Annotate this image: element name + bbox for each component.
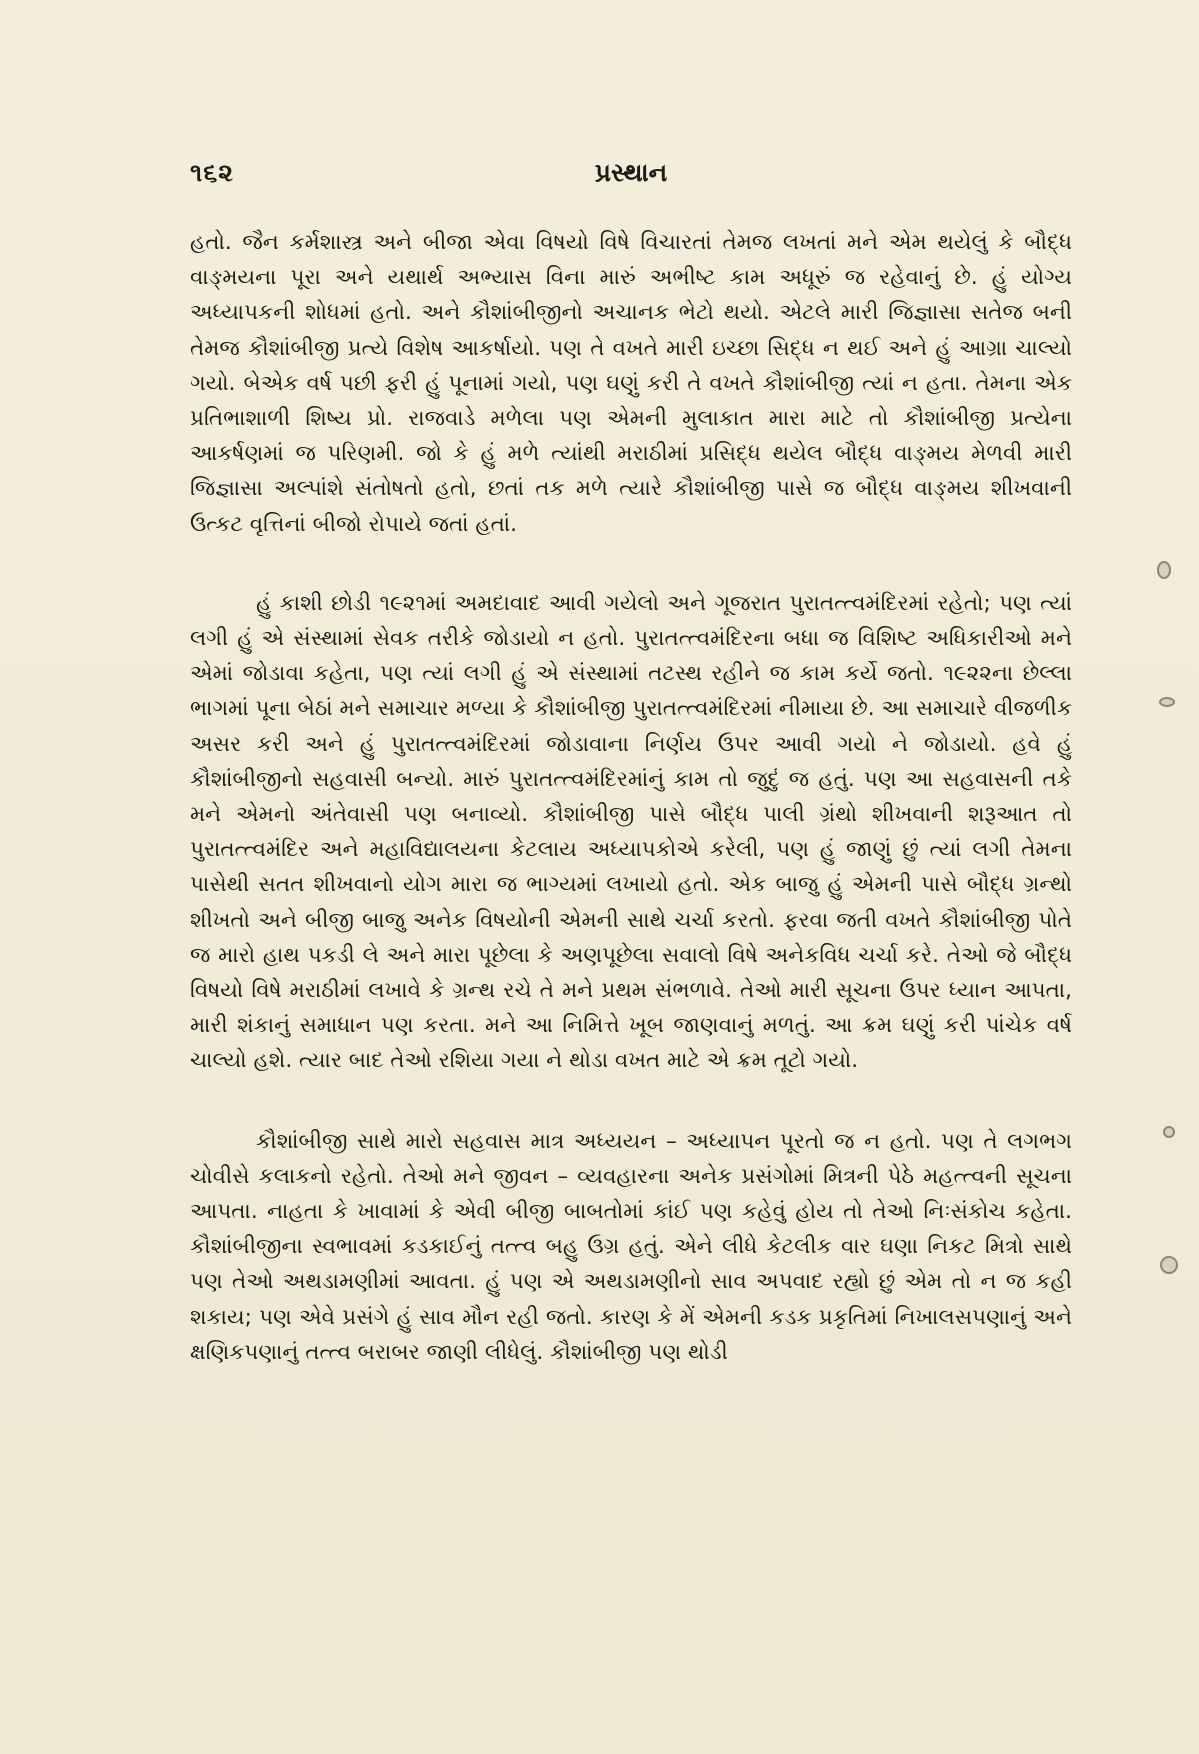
page-header — [190, 158, 1072, 198]
binding-hole — [1159, 697, 1175, 707]
body-text — [190, 225, 1072, 1370]
running-title: પ્રસ્થાન — [594, 158, 668, 187]
paragraph-gap — [190, 542, 1072, 586]
paragraph: હતો. જૈન કર્મશાસ્ત્ર અને બીજા એવા વિષયો વિષે વિચારતાં તેમજ લખતાં મને એમ થયેલું કે બૌદ્ધ વાઙ્મયના પૂરા અને યથાર્થ અભ્યાસ વિના મારું અભીષ્ટ કામ અધૂરું જ રહેવાનું છે. હું યોગ્ય અધ્યાપકની શોધમાં હતો. અને કૌશાંબીજીનો અચાનક ભેટો થયો. એટલે મારી જિજ્ઞાસા સતેજ બની તેમજ કૌશાંબીજી પ્રત્યે વિશેષ આકર્ષાયો. પણ તે વખતે મારી ઇચ્છા સિદ્ધ ન થઈ અને હું આગ્રા ચાલ્યો ગયો. બેએક વર્ષ પછી ફરી હું પૂનામાં ગયો, પણ ઘણું કરી તે વખતે કૌશાંબીજી ત્યાં ન હતા. તેમના એક પ્રતિભાશાળી શિષ્ય પ્રો. રાજવાડે મળેલા પણ એમની મુલાકાત મારા માટે તો કૌશાંબીજી પ્રત્યેના આકર્ષણમાં જ પરિણમી. જો કે હું મળે ત્યાંથી મરાઠીમાં પ્રસિદ્ધ થયેલ બૌદ્ધ વાઙ્મય મેળવી મારી જિજ્ઞાસા અલ્પાંશે સંતોષતો હતો, છતાં તક મળે ત્યારે કૌશાંબીજી પાસે જ બૌદ્ધ વાઙ્મય શીખવાની ઉત્કટ વૃત્તિનાં બીજો રોપાયે જતાં હતાં. — [190, 230, 1073, 537]
binding-hole — [1157, 561, 1171, 579]
binding-hole — [1163, 1126, 1175, 1138]
paragraph-gap — [190, 1079, 1072, 1124]
paragraph: હું કાશી છોડી ૧૯૨૧માં અમદાવાદ આવી ગયેલો અને ગૂજરાત પુરાતત્ત્વમંદિરમાં રહેતો; પણ ત્યાં લગી હું એ સંસ્થામાં સેવક તરીકે જોડાયો ન હતો. પુરાતત્ત્વમંદિરના બધા જ વિશિષ્ટ અધિકારીઓ મને એમાં જોડાવા કહેતા, પણ ત્યાં લગી હું એ સંસ્થામાં તટસ્થ રહીને જ કામ કર્યે જતો. ૧૯૨૨ના છેલ્લા ભાગમાં પૂના બેઠાં મને સમાચાર મળ્યા કે કૌશાંબીજી પુરાતત્ત્વમંદિરમાં નીમાયા છે. આ સમાચારે વીજળીક અસર કરી અને હું પુરાતત્ત્વમંદિરમાં જોડાવાના નિર્ણય ઉપર આવી ગયો ને જોડાયો. હવે હું કૌશાંબીજીનો સહવાસી બન્યો. મારું પુરાતત્ત્વમંદિરમાંનું કામ તો જુદું જ હતું. પણ આ સહવાસની તકે મને એમનો અંતેવાસી પણ બનાવ્યો. કૌશાંબીજી પાસે બૌદ્ધ પાલી ગ્રંથો શીખવાની શરૂઆત તો પુરાતત્ત્વમંદિર અને મહાવિદ્યાલયના કેટલાય અધ્યાપકોએ કરેલી, પણ હું જાણું છું ત્યાં લગી તેમના પાસેથી સતત શીખવાનો યોગ મારા જ ભાગ્યમાં લખાયો હતો. એક બાજુ હું એમની પાસે બૌદ્ધ ગ્રન્થો શીખતો અને બીજી બાજુ અનેક વિષયોની એમની સાથે ચર્ચા કરતો. ફરવા જતી વખતે કૌશાંબીજી પોતે જ મારો હાથ પકડી લે અને મારા પૂછેલા કે અણપૂછેલા સવાલો વિષે અનેકવિધ ચર્ચા કરે. તેઓ જે બૌદ્ધ વિષયો વિષે મરાઠીમાં લખાવે કે ગ્રન્થ રચે તે મને પ્રથમ સંભળાવે. તેઓ મારી સૂચના ઉપર ધ્યાન આપતા, મારી શંકાનું સમાધાન પણ કરતા. મને આ નિમિત્તે ખૂબ જાણવાનું મળતું. આ ક્રમ ઘણું કરી પાંચેક વર્ષ ચાલ્યો હશે. ત્યાર બાદ તેઓ રશિયા ગયા ને થોડા વખત માટે એ ક્રમ તૂટો ગયો. — [190, 590, 1072, 1074]
binding-hole — [1160, 1256, 1178, 1274]
paragraph: કૌશાંબીજી સાથે મારો સહવાસ માત્ર અધ્યયન – અધ્યાપન પૂરતો જ ન હતો. પણ તે લગભગ ચોવીસે કલાકનો રહેતો. તેઓ મને જીવન – વ્યવહારના અનેક પ્રસંગોમાં મિત્રની પેઠે મહત્ત્વની સૂચના આપતા. નાહતા કે ખાવામાં કે એવી બીજી બાબતોમાં કાંઈ પણ કહેવું હોય તો તેઓ નિઃસંકોચ કહેતા. કૌશાંબીજીના સ્વભાવમાં કડકાઈનું તત્ત્વ બહુ ઉગ્ર હતું. એને લીધે કેટલીક વાર ઘણા નિકટ મિત્રો સાથે પણ તેઓ અથડામણીમાં આવતા. હું પણ એ અથડામણીનો સાવ અપવાદ રહ્યો છું એમ તો ન જ કહી શકાય; પણ એવે પ્રસંગે હું સાવ મૌન રહી જતો. કારણ કે મેં એમની કડક પ્રકૃતિમાં નિખાલસપણાનું અને ક્ષણિકપણાનું તત્ત્વ બરાબર જાણી લીધેલું. કૌશાંબીજી પણ થોડી — [190, 1128, 1072, 1365]
page-number: ૧૬૨ — [190, 158, 234, 187]
